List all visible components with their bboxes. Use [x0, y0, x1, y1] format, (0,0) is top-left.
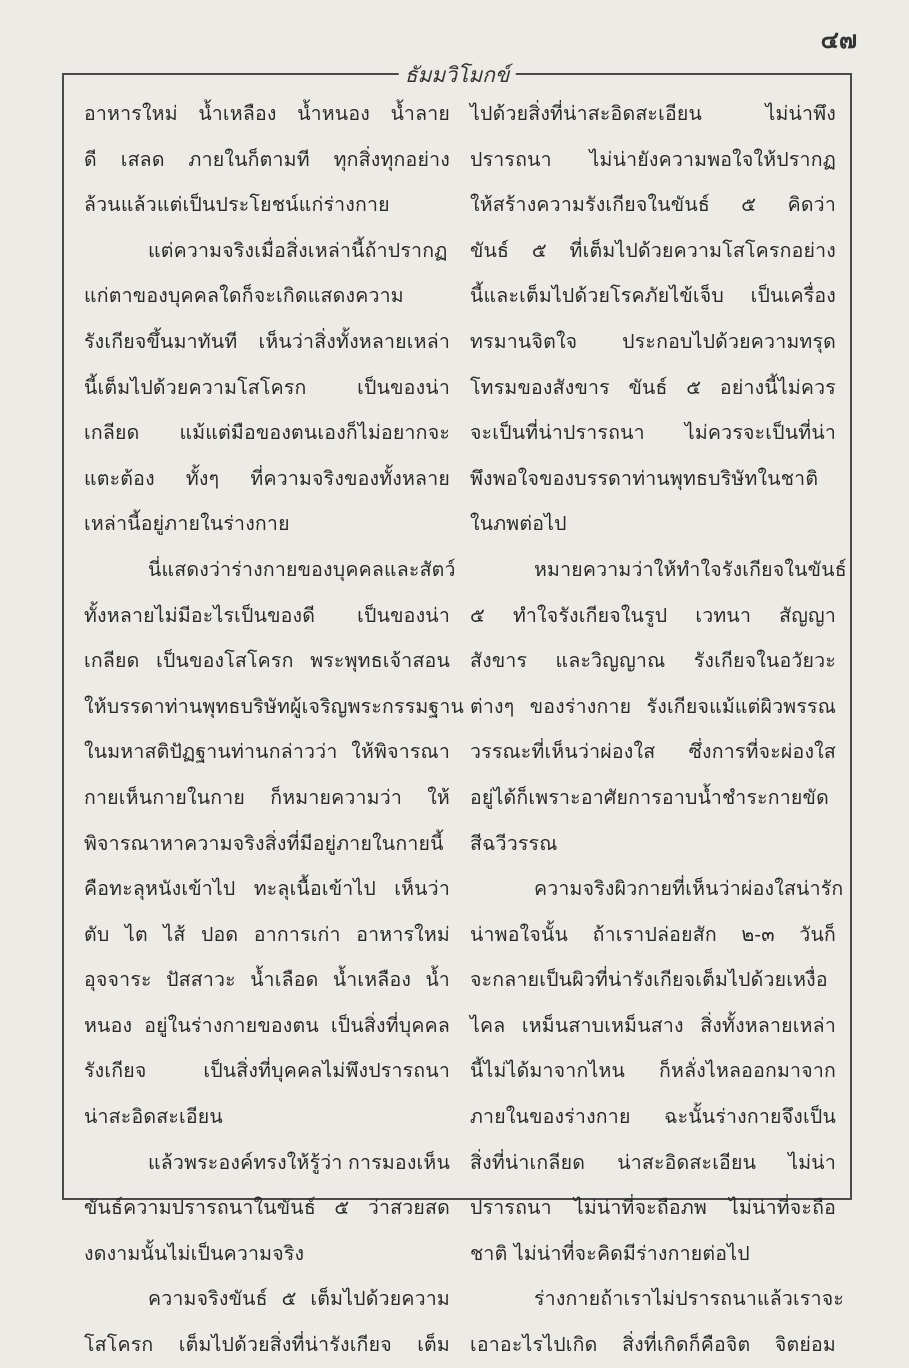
text-line	[470, 593, 836, 639]
text-line	[470, 410, 836, 456]
text-word: อุจจาระ	[84, 968, 152, 992]
text-word: อย่างนี้ไม่ควร	[719, 375, 836, 399]
text-word: ไปด้วยสิ่งที่น่าสะอิดสะเอียน	[470, 102, 703, 125]
text-word: ให้	[427, 785, 450, 809]
text-word: จะเป็นที่น่าปรารถนา	[470, 421, 645, 445]
text-word: ขันธ์	[628, 375, 668, 399]
text-line	[84, 410, 450, 456]
text-word: อยู่ได้ก็เพราะอาศัยการอาบน้ำชำระกายขัด	[470, 785, 829, 809]
text-word: น่าสะอิดสะเอียน	[617, 1150, 757, 1174]
text-word: ร่างกายถ้าเราไม่ปรารถนาแล้วเราจะ	[534, 1287, 845, 1311]
text-word: โทรมของสังขาร	[470, 375, 610, 399]
text-word: ไม่น่าที่จะถือ	[728, 1196, 836, 1220]
text-line	[470, 137, 836, 183]
text-word: ทั้งหลายไม่มีอะไรเป็นของดี	[84, 603, 316, 627]
text-word: นี้ไม่ได้มาจากไหน	[470, 1059, 626, 1083]
text-word: กายเห็นกายในกาย	[84, 785, 246, 809]
text-line	[470, 1276, 845, 1322]
text-word: ทั้งๆ	[185, 466, 220, 490]
text-word: ไม่น่าพึง	[765, 102, 836, 125]
text-line	[84, 1140, 450, 1186]
text-line	[470, 1048, 836, 1094]
text-line	[470, 319, 836, 365]
text-word: ทะลุเนื้อเข้าไป	[253, 877, 377, 901]
text-word: ๒-๓	[741, 922, 775, 946]
text-word: เต็ม	[417, 1333, 450, 1357]
text-word: จิตย่อม	[774, 1333, 836, 1357]
text-line	[470, 1185, 836, 1231]
text-word: พิจารณาหาความจริงสิ่งที่มีอยู่ภายในกายนี้	[84, 831, 444, 855]
text-line	[84, 821, 450, 867]
text-line	[470, 729, 836, 775]
text-line	[470, 547, 847, 593]
text-line	[470, 684, 836, 730]
text-word: เป็นเครื่อง	[750, 284, 836, 308]
text-word: ตับ	[84, 922, 110, 946]
text-word: เต็มไปด้วยความ	[310, 1287, 450, 1311]
text-word: เหม็นสาบเหม็นสาง	[521, 1013, 684, 1037]
text-word: ไม่น่าที่จะถือภพ	[573, 1196, 707, 1220]
text-word: วันก็	[799, 922, 836, 946]
text-word: เป็นของน่า	[357, 375, 450, 399]
text-word: ๕	[470, 603, 485, 627]
text-word: โสโครก	[84, 1333, 154, 1357]
text-word: รังเกียจ	[84, 1059, 147, 1083]
text-word: ๕	[281, 1287, 297, 1311]
text-word: ไคล	[470, 1013, 506, 1037]
text-word: เหล่านี้อยู่ภายในร่างกาย	[84, 512, 290, 536]
text-word: น่าสะอิดสะเอียน	[84, 1105, 223, 1129]
text-line	[84, 593, 450, 639]
text-word: นี้เต็มไปด้วยความโสโครก	[84, 375, 307, 399]
text-line	[84, 1231, 450, 1277]
left-column	[84, 91, 465, 1368]
text-line	[84, 1322, 450, 1368]
text-line	[84, 137, 450, 183]
text-line	[470, 821, 836, 867]
text-word: ภายในของร่างกาย	[470, 1105, 631, 1129]
text-word: น้ำ	[425, 968, 450, 992]
text-line	[470, 1231, 836, 1277]
text-word: ไม่น่า	[788, 1150, 836, 1174]
text-word: หนอง	[84, 1013, 133, 1037]
text-word: ของร่างกาย	[529, 694, 632, 718]
text-word: ไต	[124, 922, 148, 946]
text-word: เวทนา	[695, 603, 752, 627]
text-word: นี่แสดงว่าร่างกายของบุคคลและสัตว์	[148, 557, 456, 581]
text-line	[470, 1003, 836, 1049]
text-line	[470, 638, 836, 684]
text-word: แล้วพระองค์ทรงให้รู้ว่า	[148, 1150, 343, 1174]
text-line	[470, 228, 836, 274]
text-word: น้ำลาย	[390, 102, 450, 125]
text-word: เป็นของโสโครก	[156, 649, 294, 673]
text-word: อาการเก่า	[253, 922, 341, 946]
right-column	[470, 91, 847, 1368]
text-word: ก็หลั่งไหลออกมาจาก	[659, 1059, 836, 1083]
text-line	[84, 957, 450, 1003]
text-line	[84, 501, 450, 547]
text-word: น่าพอใจนั้น	[470, 922, 569, 946]
text-line	[84, 1185, 450, 1231]
text-line	[84, 547, 456, 593]
text-word: ฉะนั้นร่างกายจึงเป็น	[664, 1105, 836, 1129]
text-line	[470, 91, 836, 137]
text-word: ไม่ควรจะเป็นที่น่า	[684, 421, 836, 445]
text-word: ให้พิจารณา	[351, 740, 450, 764]
text-line	[84, 228, 450, 274]
text-line	[84, 912, 450, 958]
text-word: ปอด	[200, 922, 239, 946]
text-word: อาหารใหม่	[84, 102, 178, 125]
text-word: ที่ความจริงของทั้งหลาย	[250, 466, 450, 490]
text-line	[470, 182, 836, 228]
text-word: ปรารถนา	[470, 1196, 552, 1220]
text-word: ในมหาสติปัฏฐานท่านกล่าวว่า	[84, 740, 338, 764]
text-line	[470, 775, 836, 821]
text-line	[84, 638, 450, 684]
text-word: ไส้	[163, 922, 186, 946]
text-word: ชาติ ไม่น่าที่จะคิดมีร่างกายต่อไป	[470, 1241, 750, 1265]
text-word: สิ่งที่น่าเกลียด	[470, 1150, 586, 1174]
text-word: และวิญญาณ	[555, 649, 666, 673]
text-word: นี้และเต็มไปด้วยโรคภัยไข้เจ็บ	[470, 284, 725, 308]
text-line	[470, 1094, 836, 1140]
text-line	[84, 1048, 450, 1094]
text-word: แต่ความจริงเมื่อสิ่งเหล่านี้ถ้าปรากฏ	[148, 238, 448, 262]
text-line	[84, 729, 450, 775]
text-word: เห็นว่า	[394, 877, 450, 901]
text-word: การมองเห็น	[348, 1150, 450, 1174]
text-word: ความจริงขันธ์	[148, 1287, 268, 1311]
text-line	[470, 1140, 836, 1186]
running-title: ธัมมวิโมกข์	[399, 59, 516, 92]
text-line	[84, 866, 450, 912]
text-word: เกลียด	[84, 421, 140, 445]
text-word: ประกอบไปด้วยความทรุด	[622, 329, 836, 353]
text-word: เป็นสิ่งที่บุคคลไม่พึงปรารถนา	[203, 1059, 450, 1083]
text-line	[84, 1094, 450, 1140]
text-word: ล้วนแล้วแต่เป็นประโยชน์แก่ร่างกาย	[84, 193, 390, 217]
text-line	[84, 684, 465, 730]
text-word: รังเกียจแม้แต่ผิวพรรณ	[646, 694, 836, 718]
text-line	[470, 957, 836, 1003]
text-word: ๕	[741, 193, 757, 217]
text-word: ปัสสาวะ	[166, 968, 236, 992]
text-word: น้ำเลือด	[250, 968, 319, 992]
text-word: ในภพต่อไป	[470, 512, 567, 536]
text-word: ๕	[531, 238, 547, 262]
text-line	[470, 912, 836, 958]
text-word: เต็มไปด้วยสิ่งที่น่ารังเกียจ	[178, 1333, 392, 1357]
page-number: ๔๗	[820, 25, 857, 54]
text-word: ทุกสิ่งทุกอย่าง	[333, 147, 450, 171]
text-word: ไม่น่ายังความพอใจให้ปรากฏ	[589, 147, 836, 171]
text-word: แม้แต่มือของตนเองก็ไม่อยากจะ	[179, 421, 450, 445]
text-word: คือทะลุหนังเข้าไป	[84, 877, 236, 901]
text-line	[84, 775, 450, 821]
text-word: ให้บรรดาท่านพุทธบริษัทผู้เจริญพระกรรมฐาน	[84, 694, 465, 718]
text-word: ว่าสวยสด	[367, 1196, 450, 1220]
text-line	[84, 456, 450, 502]
text-line	[84, 1276, 450, 1322]
text-line	[84, 273, 450, 319]
text-word: ต่างๆ	[470, 694, 515, 718]
text-line	[84, 182, 450, 228]
text-word: เห็นว่าสิ่งทั้งหลายเหล่า	[258, 329, 450, 353]
text-word: เอาอะไรไปเกิด	[470, 1333, 598, 1357]
text-word: เป็นของน่า	[357, 603, 450, 627]
text-word: ๕	[334, 1196, 350, 1220]
text-word: ให้สร้างความรังเกียจในขันธ์	[470, 193, 710, 217]
text-word: เสลด	[120, 147, 165, 171]
text-line	[84, 319, 450, 365]
text-word: อาหารใหม่	[356, 922, 450, 946]
text-word: ๕	[686, 375, 702, 399]
text-word: ดี	[84, 147, 97, 171]
text-word: ถ้าเราปล่อยสัก	[592, 922, 717, 946]
text-word: สังขาร	[470, 649, 528, 673]
text-word: เป็นสิ่งที่บุคคล	[330, 1013, 450, 1037]
text-word: ภายในก็ตามที	[188, 147, 310, 171]
text-line	[84, 365, 450, 411]
text-word: ปรารถนา	[470, 147, 552, 171]
text-word: ขันธ์ความปรารถนาในขันธ์	[84, 1196, 316, 1220]
text-line	[470, 1322, 836, 1368]
text-word: น้ำเหลือง	[332, 968, 412, 992]
text-word: สิ่งที่เกิดก็คือจิต	[622, 1333, 751, 1357]
text-word: คิดว่า	[787, 193, 836, 217]
text-word: น้ำหนอง	[297, 102, 370, 125]
text-word: จะกลายเป็นผิวที่น่ารังเกียจเต็มไปด้วยเหงื่อ	[470, 968, 828, 992]
text-word: อยู่ในร่างกายของตน	[144, 1013, 319, 1037]
text-word: สีฉวีวรรณ	[470, 831, 558, 855]
text-word: แก่ตาของบุคคลใดก็จะเกิดแสดงความ	[84, 284, 404, 308]
text-word: ที่เต็มไปด้วยความโสโครกอย่าง	[569, 238, 836, 262]
text-line	[84, 1003, 450, 1049]
text-line	[470, 866, 844, 912]
text-line	[470, 501, 836, 547]
text-word: น้ำเหลือง	[198, 102, 277, 125]
text-word: รังเกียจในอวัยวะ	[693, 649, 836, 673]
text-word: สิ่งทั้งหลายเหล่า	[700, 1013, 836, 1037]
text-word: งดงามนั้นไม่เป็นความจริง	[84, 1241, 305, 1265]
text-word: ทรมานจิตใจ	[470, 329, 578, 353]
text-word: ความจริงผิวกายที่เห็นว่าผ่องใสน่ารัก	[534, 877, 844, 901]
text-word: สัญญา	[779, 603, 836, 627]
text-word: พึงพอใจของบรรดาท่านพุทธบริษัทในชาติ	[470, 466, 819, 490]
text-word: ขันธ์	[470, 238, 510, 262]
text-word: ซึ่งการที่จะผ่องใส	[688, 740, 836, 764]
text-word: รังเกียจขึ้นมาทันที	[84, 329, 238, 353]
text-line	[84, 91, 450, 137]
text-word: หมายความว่าให้ทำใจรังเกียจในขันธ์	[534, 557, 847, 581]
text-word: เกลียด	[84, 649, 140, 673]
text-word: พระพุทธเจ้าสอน	[310, 649, 450, 673]
text-word: วรรณะที่เห็นว่าผ่องใส	[470, 740, 656, 764]
text-word: ทำใจรังเกียจในรูป	[512, 603, 668, 627]
text-line	[470, 365, 836, 411]
text-frame	[62, 63, 852, 1357]
text-word: แตะต้อง	[84, 466, 155, 490]
text-line	[470, 273, 836, 319]
text-word: ก็หมายความว่า	[270, 785, 403, 809]
text-line	[470, 456, 836, 502]
